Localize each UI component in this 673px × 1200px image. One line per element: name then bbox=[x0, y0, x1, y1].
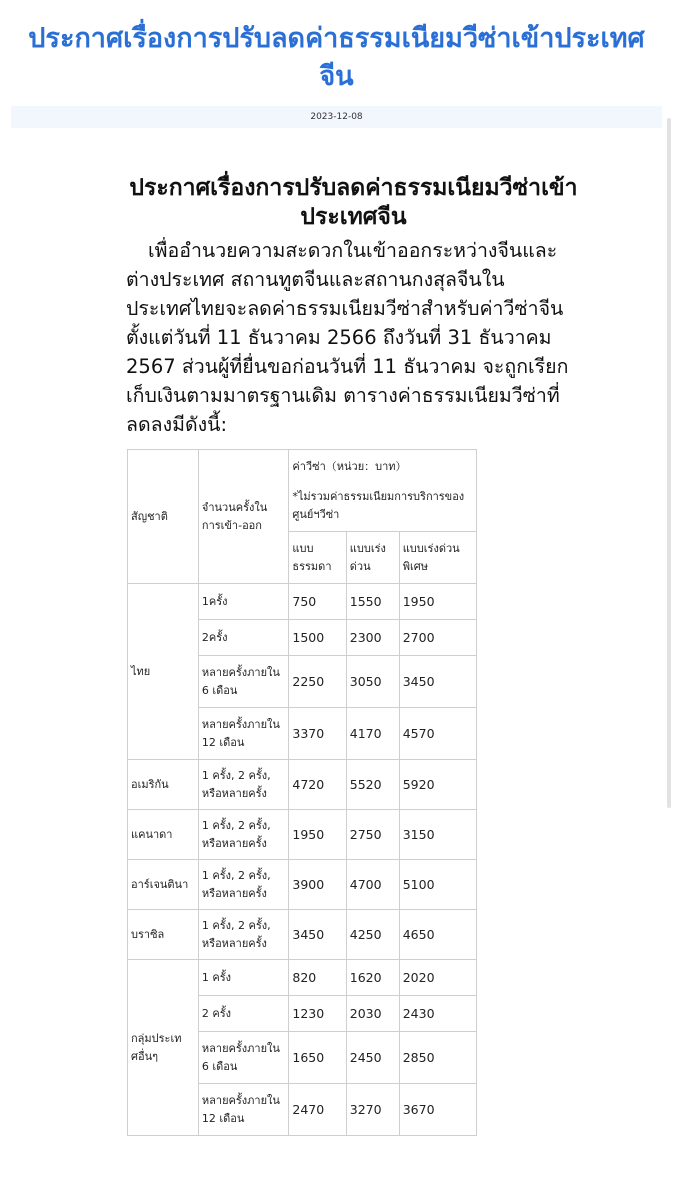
super-express-fee-cell: 2020 bbox=[399, 960, 476, 996]
nationality-cell: อเมริกัน bbox=[128, 760, 199, 810]
entries-cell: 1 ครั้ง bbox=[198, 960, 288, 996]
article-body: เพื่ออำนวยความสะดวกในเข้าออกระหว่างจีนและต่างประเทศ สถานทูตจีนและสถานกงสุลจีนในประเทศไทยจะลดค่าธรรมเนียมวีซ่าสำหรับค่าวีซ่าจีนตั้งแต่วันที่ 11 ธันวาคม 2566 ถึงวันที่ 31 ธันวาคม 2567 ส่วนผู้ที่ยื่นขอก่อนวันที่ 11 ธันวาคม จะถูกเรียกเก็บเงินตามมาตรฐานเดิม ตารางค่าธรรมเนียมวีซ่าที่ลดลงมีดังนี้: bbox=[126, 239, 569, 436]
header-fee-label: ค่าวีซ่า（หน่วย：บาท） bbox=[292, 459, 407, 473]
super-express-fee-cell: 2700 bbox=[399, 620, 476, 656]
super-express-fee-cell: 3670 bbox=[399, 1084, 476, 1136]
table-header-row bbox=[128, 450, 477, 532]
super-express-fee-cell: 2850 bbox=[399, 1032, 476, 1084]
super-express-fee-cell: 4650 bbox=[399, 910, 476, 960]
standard-fee-cell: 3370 bbox=[289, 708, 346, 760]
nationality-cell: บราซิล bbox=[128, 910, 199, 960]
standard-fee-cell: 1230 bbox=[289, 996, 346, 1032]
express-fee-cell: 2300 bbox=[346, 620, 399, 656]
header-fee bbox=[289, 450, 477, 532]
super-express-fee-cell: 4570 bbox=[399, 708, 476, 760]
entries-cell: 1 ครั้ง, 2 ครั้ง, หรือหลายครั้ง bbox=[198, 760, 288, 810]
express-fee-cell: 4700 bbox=[346, 860, 399, 910]
table-row bbox=[128, 760, 477, 810]
entries-cell: 2ครั้ง bbox=[198, 620, 288, 656]
header-super-express: แบบเร่งด่วนพิเศษ bbox=[399, 532, 476, 584]
entries-cell: หลายครั้งภายใน 6 เดือน bbox=[198, 656, 288, 708]
express-fee-cell: 2030 bbox=[346, 996, 399, 1032]
entries-cell: 2 ครั้ง bbox=[198, 996, 288, 1032]
express-fee-cell: 3050 bbox=[346, 656, 399, 708]
super-express-fee-cell: 5100 bbox=[399, 860, 476, 910]
nationality-cell: ไทย bbox=[128, 584, 199, 760]
table-row bbox=[128, 910, 477, 960]
express-fee-cell: 5520 bbox=[346, 760, 399, 810]
table-row bbox=[128, 960, 477, 996]
entries-cell: 1 ครั้ง, 2 ครั้ง, หรือหลายครั้ง bbox=[198, 910, 288, 960]
express-fee-cell: 4170 bbox=[346, 708, 399, 760]
super-express-fee-cell: 3150 bbox=[399, 810, 476, 860]
table-row bbox=[128, 810, 477, 860]
visa-fee-table bbox=[127, 449, 477, 1136]
nationality-cell: อาร์เจนตินา bbox=[128, 860, 199, 910]
standard-fee-cell: 2250 bbox=[289, 656, 346, 708]
entries-cell: หลายครั้งภายใน 6 เดือน bbox=[198, 1032, 288, 1084]
table-row bbox=[128, 584, 477, 620]
nationality-cell: กลุ่มประเทศอื่นๆ bbox=[128, 960, 199, 1136]
express-fee-cell: 2750 bbox=[346, 810, 399, 860]
express-fee-cell: 4250 bbox=[346, 910, 399, 960]
standard-fee-cell: 1650 bbox=[289, 1032, 346, 1084]
publish-date: 2023-12-08 bbox=[11, 106, 662, 128]
standard-fee-cell: 820 bbox=[289, 960, 346, 996]
header-entries: จำนวนครั้งในการเข้า-ออก bbox=[198, 450, 288, 584]
standard-fee-cell: 3900 bbox=[289, 860, 346, 910]
super-express-fee-cell: 1950 bbox=[399, 584, 476, 620]
entries-cell: 1 ครั้ง, 2 ครั้ง, หรือหลายครั้ง bbox=[198, 860, 288, 910]
entries-cell: 1ครั้ง bbox=[198, 584, 288, 620]
nationality-cell: แคนาดา bbox=[128, 810, 199, 860]
entries-cell: หลายครั้งภายใน 12 เดือน bbox=[198, 708, 288, 760]
super-express-fee-cell: 2430 bbox=[399, 996, 476, 1032]
entries-cell: หลายครั้งภายใน 12 เดือน bbox=[198, 1084, 288, 1136]
standard-fee-cell: 1950 bbox=[289, 810, 346, 860]
super-express-fee-cell: 3450 bbox=[399, 656, 476, 708]
header-fee-note: *ไม่รวมค่าธรรมเนียมการบริการของศูนย์ฯวีซ่า bbox=[292, 489, 465, 521]
article-title: ประกาศเรื่องการปรับลดค่าธรรมเนียมวีซ่าเข้าประเทศจีน bbox=[129, 175, 578, 230]
standard-fee-cell: 1500 bbox=[289, 620, 346, 656]
article bbox=[0, 174, 673, 439]
header-nationality: สัญชาติ bbox=[128, 450, 199, 584]
entries-cell: 1 ครั้ง, 2 ครั้ง, หรือหลายครั้ง bbox=[198, 810, 288, 860]
express-fee-cell: 1550 bbox=[346, 584, 399, 620]
express-fee-cell: 1620 bbox=[346, 960, 399, 996]
scrollbar[interactable] bbox=[667, 118, 671, 808]
standard-fee-cell: 750 bbox=[289, 584, 346, 620]
express-fee-cell: 3270 bbox=[346, 1084, 399, 1136]
header-express: แบบเร่งด่วน bbox=[346, 532, 399, 584]
table-row bbox=[128, 860, 477, 910]
super-express-fee-cell: 5920 bbox=[399, 760, 476, 810]
standard-fee-cell: 2470 bbox=[289, 1084, 346, 1136]
header-standard: แบบธรรมดา bbox=[289, 532, 346, 584]
express-fee-cell: 2450 bbox=[346, 1032, 399, 1084]
page-title: ประกาศเรื่องการปรับลดค่าธรรมเนียมวีซ่าเข้าประเทศจีน bbox=[28, 23, 645, 92]
standard-fee-cell: 4720 bbox=[289, 760, 346, 810]
standard-fee-cell: 3450 bbox=[289, 910, 346, 960]
